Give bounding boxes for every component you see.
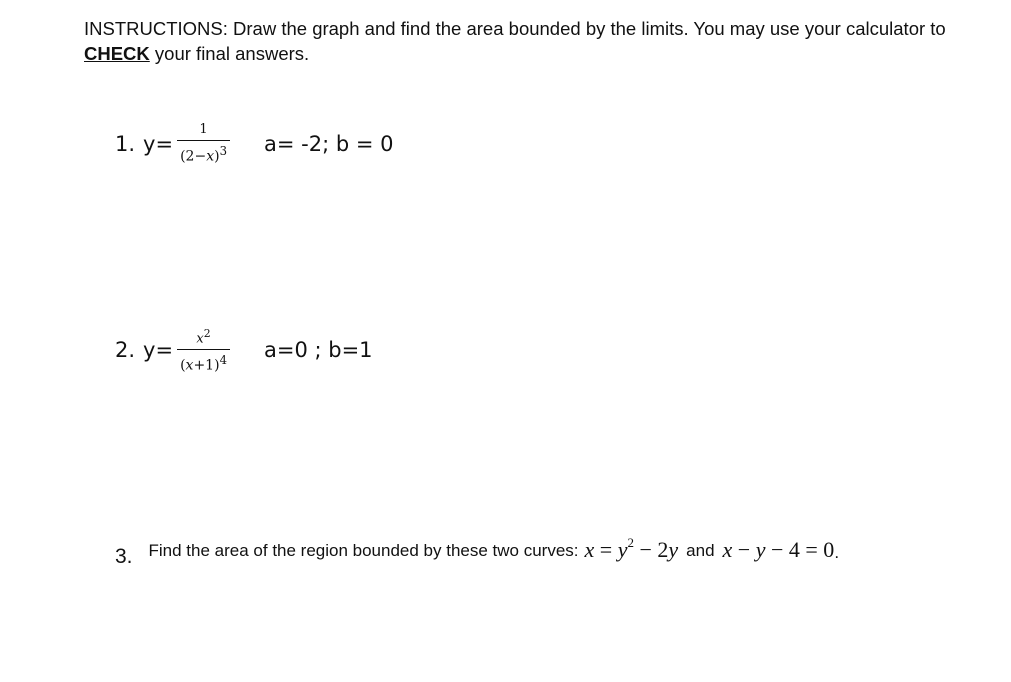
problem-1-number: 1. <box>115 131 136 156</box>
problem-2-number: 2. <box>115 338 136 363</box>
eq-part: − 4 = 0 <box>765 537 835 562</box>
connector-and: and <box>686 541 715 560</box>
eq-variable: x <box>722 537 733 562</box>
eq-exponent: 2 <box>627 535 634 550</box>
problem-1-fraction <box>177 122 230 166</box>
eq-variable: x <box>584 537 595 562</box>
eq-variable: y <box>755 537 766 562</box>
num-exponent: 2 <box>203 327 211 340</box>
problem-2-fraction <box>177 326 230 375</box>
problem-3 <box>115 535 840 568</box>
curve-1-equation <box>585 535 679 563</box>
problem-1-lhs: y= <box>143 131 174 156</box>
problem-1 <box>115 122 393 166</box>
den-part: +1) <box>193 357 220 374</box>
eq-variable: y <box>668 537 679 562</box>
problem-3-text: Find the area of the region bounded by these two curves: <box>148 541 579 560</box>
num-variable: x <box>196 331 204 347</box>
problem-2-limits: a=0 ; b=1 <box>263 338 373 363</box>
problem-1-denominator <box>177 140 230 166</box>
problem-1-numerator: 1 <box>199 122 208 137</box>
eq-part: − <box>732 537 756 562</box>
den-exponent: 3 <box>219 144 227 158</box>
den-part: (2− <box>180 148 207 165</box>
instructions-text: INSTRUCTIONS: Draw the graph and find the area bounded by the limits. You may use your calculator to <box>84 18 946 39</box>
problem-2-numerator <box>194 326 212 349</box>
problem-1-limits: a= -2; b = 0 <box>263 131 394 156</box>
problem-2-lhs: y= <box>143 338 174 363</box>
eq-part: = <box>594 537 618 562</box>
den-part: ( <box>180 357 186 374</box>
problem-2-denominator <box>177 349 230 375</box>
instructions-paragraph <box>84 16 964 66</box>
den-part: ) <box>214 148 220 165</box>
eq-variable: y <box>617 537 628 562</box>
den-exponent: 4 <box>219 353 227 368</box>
problem-3-number: 3. <box>115 545 133 568</box>
instructions-text-end: your final answers. <box>149 43 310 64</box>
eq-part: − 2 <box>633 537 669 562</box>
den-variable: x <box>185 357 194 374</box>
problem-2 <box>115 326 373 375</box>
end-punctuation: . <box>834 543 840 562</box>
den-variable: x <box>206 148 215 165</box>
curve-2-equation <box>723 537 835 563</box>
check-emphasis: CHECK <box>84 43 150 64</box>
